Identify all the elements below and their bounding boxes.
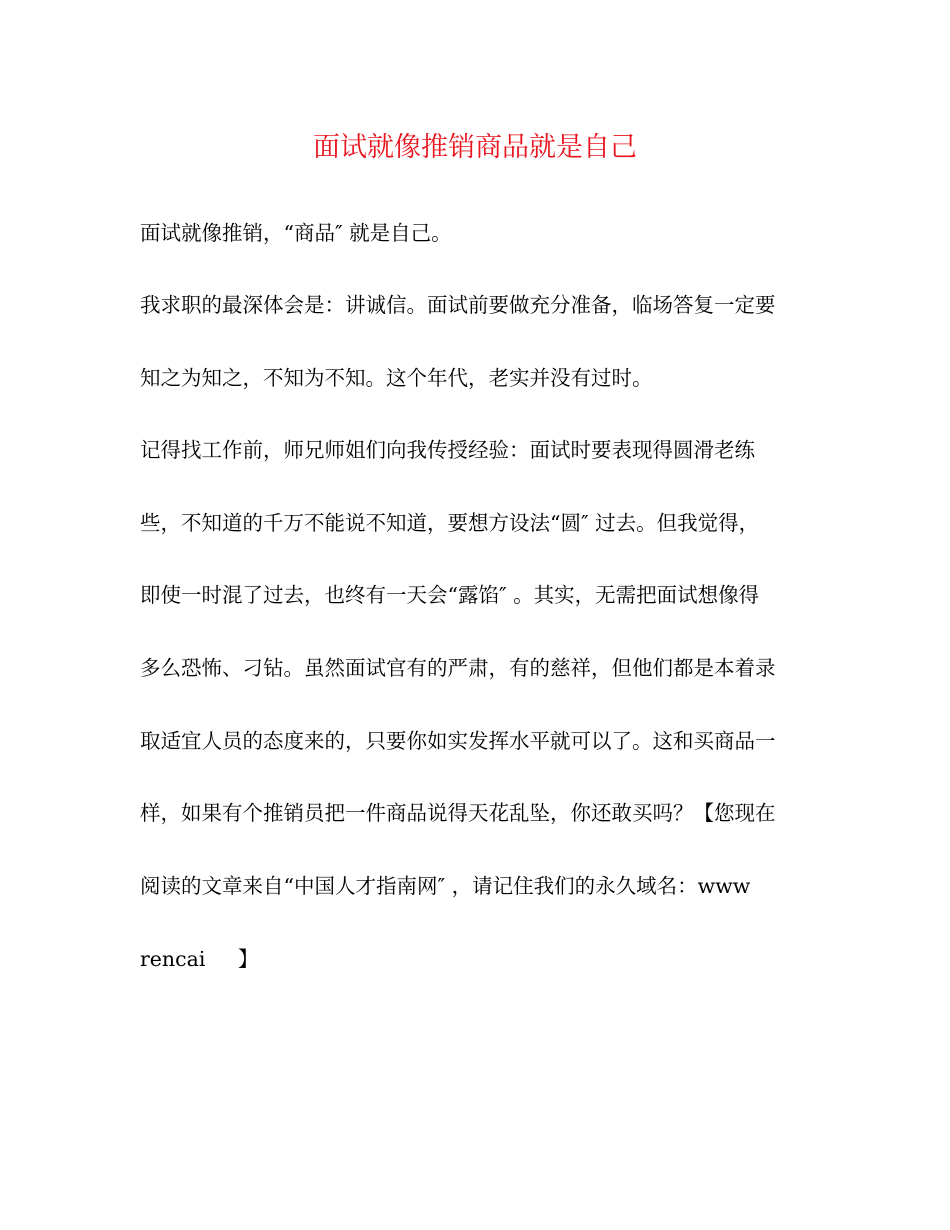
paragraph-line-1: 面试就像推销，“商品″ 就是自己。 — [140, 221, 452, 245]
paragraph-line-8: 取适宜人员的态度来的，只要你如实发挥水平就可以了。这和买商品一 — [140, 729, 776, 753]
paragraph-line-2: 我求职的最深体会是：讲诚信。面试前要做充分准备，临场答复一定要 — [140, 293, 776, 317]
paragraph-line-11: rencai 】 — [140, 947, 259, 971]
paragraph-line-10: 阅读的文章来自“中国人才指南网″ ，请记住我们的永久域名：www — [140, 874, 751, 898]
paragraph-line-7: 多么恐怖、刁钻。虽然面试官有的严肃，有的慈祥，但他们都是本着录 — [140, 656, 776, 680]
paragraph-line-4: 记得找工作前，师兄师姐们向我传授经验：面试时要表现得圆滑老练 — [140, 438, 755, 462]
paragraph-line-6: 即使一时混了过去，也终有一天会“露馅″ 。其实，无需把面试想像得 — [140, 583, 760, 607]
document-title: 面试就像推销商品就是自己 — [313, 132, 637, 163]
paragraph-line-3: 知之为知之，不知为不知。这个年代，老实并没有过时。 — [140, 366, 653, 390]
paragraph-line-5: 些，不知道的千万不能说不知道，要想方设法“圆″ 过去。但我觉得， — [140, 511, 760, 535]
paragraph-line-9: 样，如果有个推销员把一件商品说得天花乱坠，你还敢买吗？【您现在 — [140, 801, 776, 825]
